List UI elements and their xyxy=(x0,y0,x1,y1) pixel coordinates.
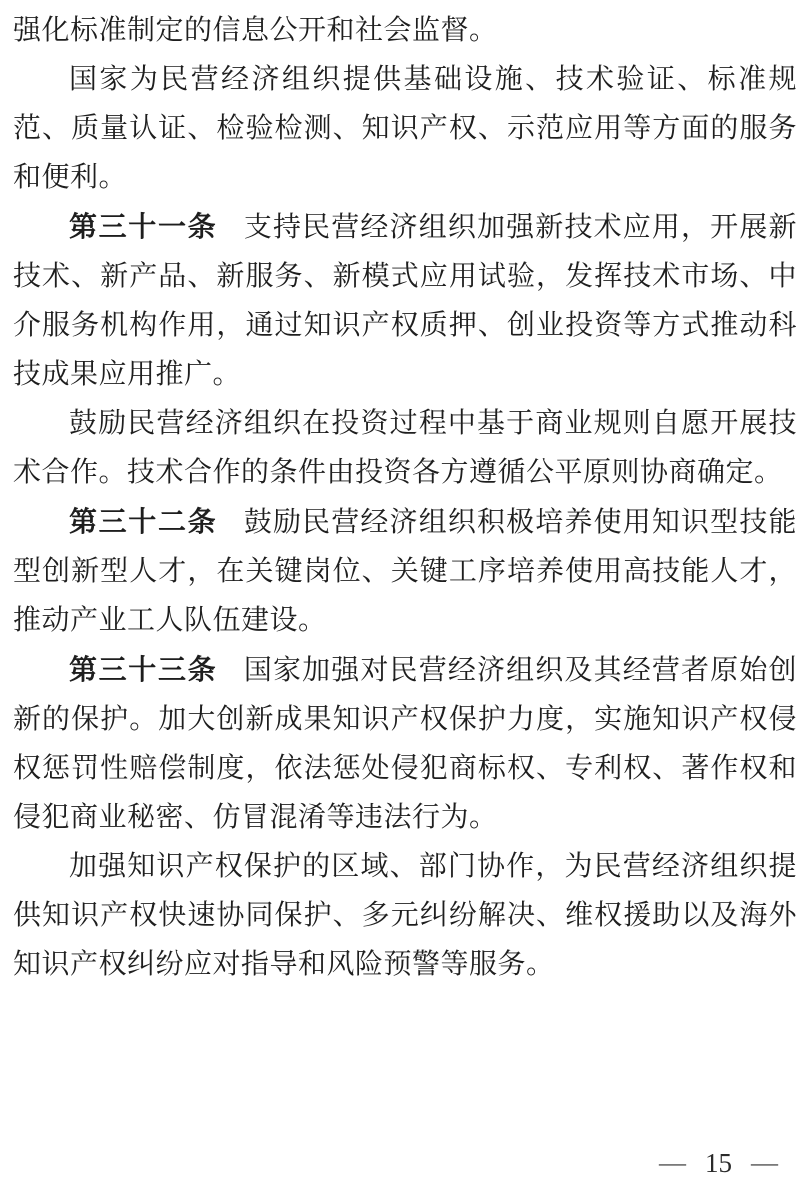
paragraph xyxy=(13,202,797,399)
paragraph-text: 国家为民营经济组织提供基础设施、技术验证、标准规范、质量认证、检验检测、知识产权、示范应用等方面的服务和便利。 xyxy=(13,64,797,193)
paragraph xyxy=(13,842,797,989)
paragraph xyxy=(13,645,797,842)
paragraph-text: 鼓励民营经济组织在投资过程中基于商业规则自愿开展技术合作。技术合作的条件由投资各方遵循公平原则协商确定。 xyxy=(13,408,797,488)
paragraph-text: 加强知识产权保护的区域、部门协作，为民营经济组织提供知识产权快速协同保护、多元纠纷解决、维权援助以及海外知识产权纠纷应对指导和风险预警等服务。 xyxy=(13,851,797,980)
paragraph-text: 支持民营经济组织加强新技术应用，开展新技术、新产品、新服务、新模式应用试验，发挥技术市场、中介服务机构作用，通过知识产权质押、创业投资等方式推动科技成果应用推广。 xyxy=(13,212,797,390)
article-number: 第三十三条 xyxy=(69,654,218,685)
page-footer xyxy=(659,1146,778,1180)
article-number: 第三十一条 xyxy=(69,211,218,242)
paragraph xyxy=(13,497,797,645)
paragraph xyxy=(13,55,797,202)
paragraph-text: 国家加强对民营经济组织及其经营者原始创新的保护。加大创新成果知识产权保护力度，实施知识产权侵权惩罚性赔偿制度，依法惩处侵犯商标权、专利权、著作权和侵犯商业秘密、仿冒混淆等违法行为。 xyxy=(13,655,797,833)
paragraph-text: 强化标准制定的信息公开和社会监督。 xyxy=(13,15,498,46)
paragraph-text: 鼓励民营经济组织积极培养使用知识型技能型创新型人才，在关键岗位、关键工序培养使用高技能人才，推动产业工人队伍建设。 xyxy=(13,507,797,636)
document-body xyxy=(13,6,797,989)
article-number: 第三十二条 xyxy=(69,506,218,537)
footer-dash-left: — xyxy=(659,1150,686,1176)
paragraph xyxy=(13,6,797,55)
paragraph xyxy=(13,399,797,497)
page-number: 15 xyxy=(705,1148,732,1178)
footer-dash-right: — xyxy=(751,1150,778,1176)
